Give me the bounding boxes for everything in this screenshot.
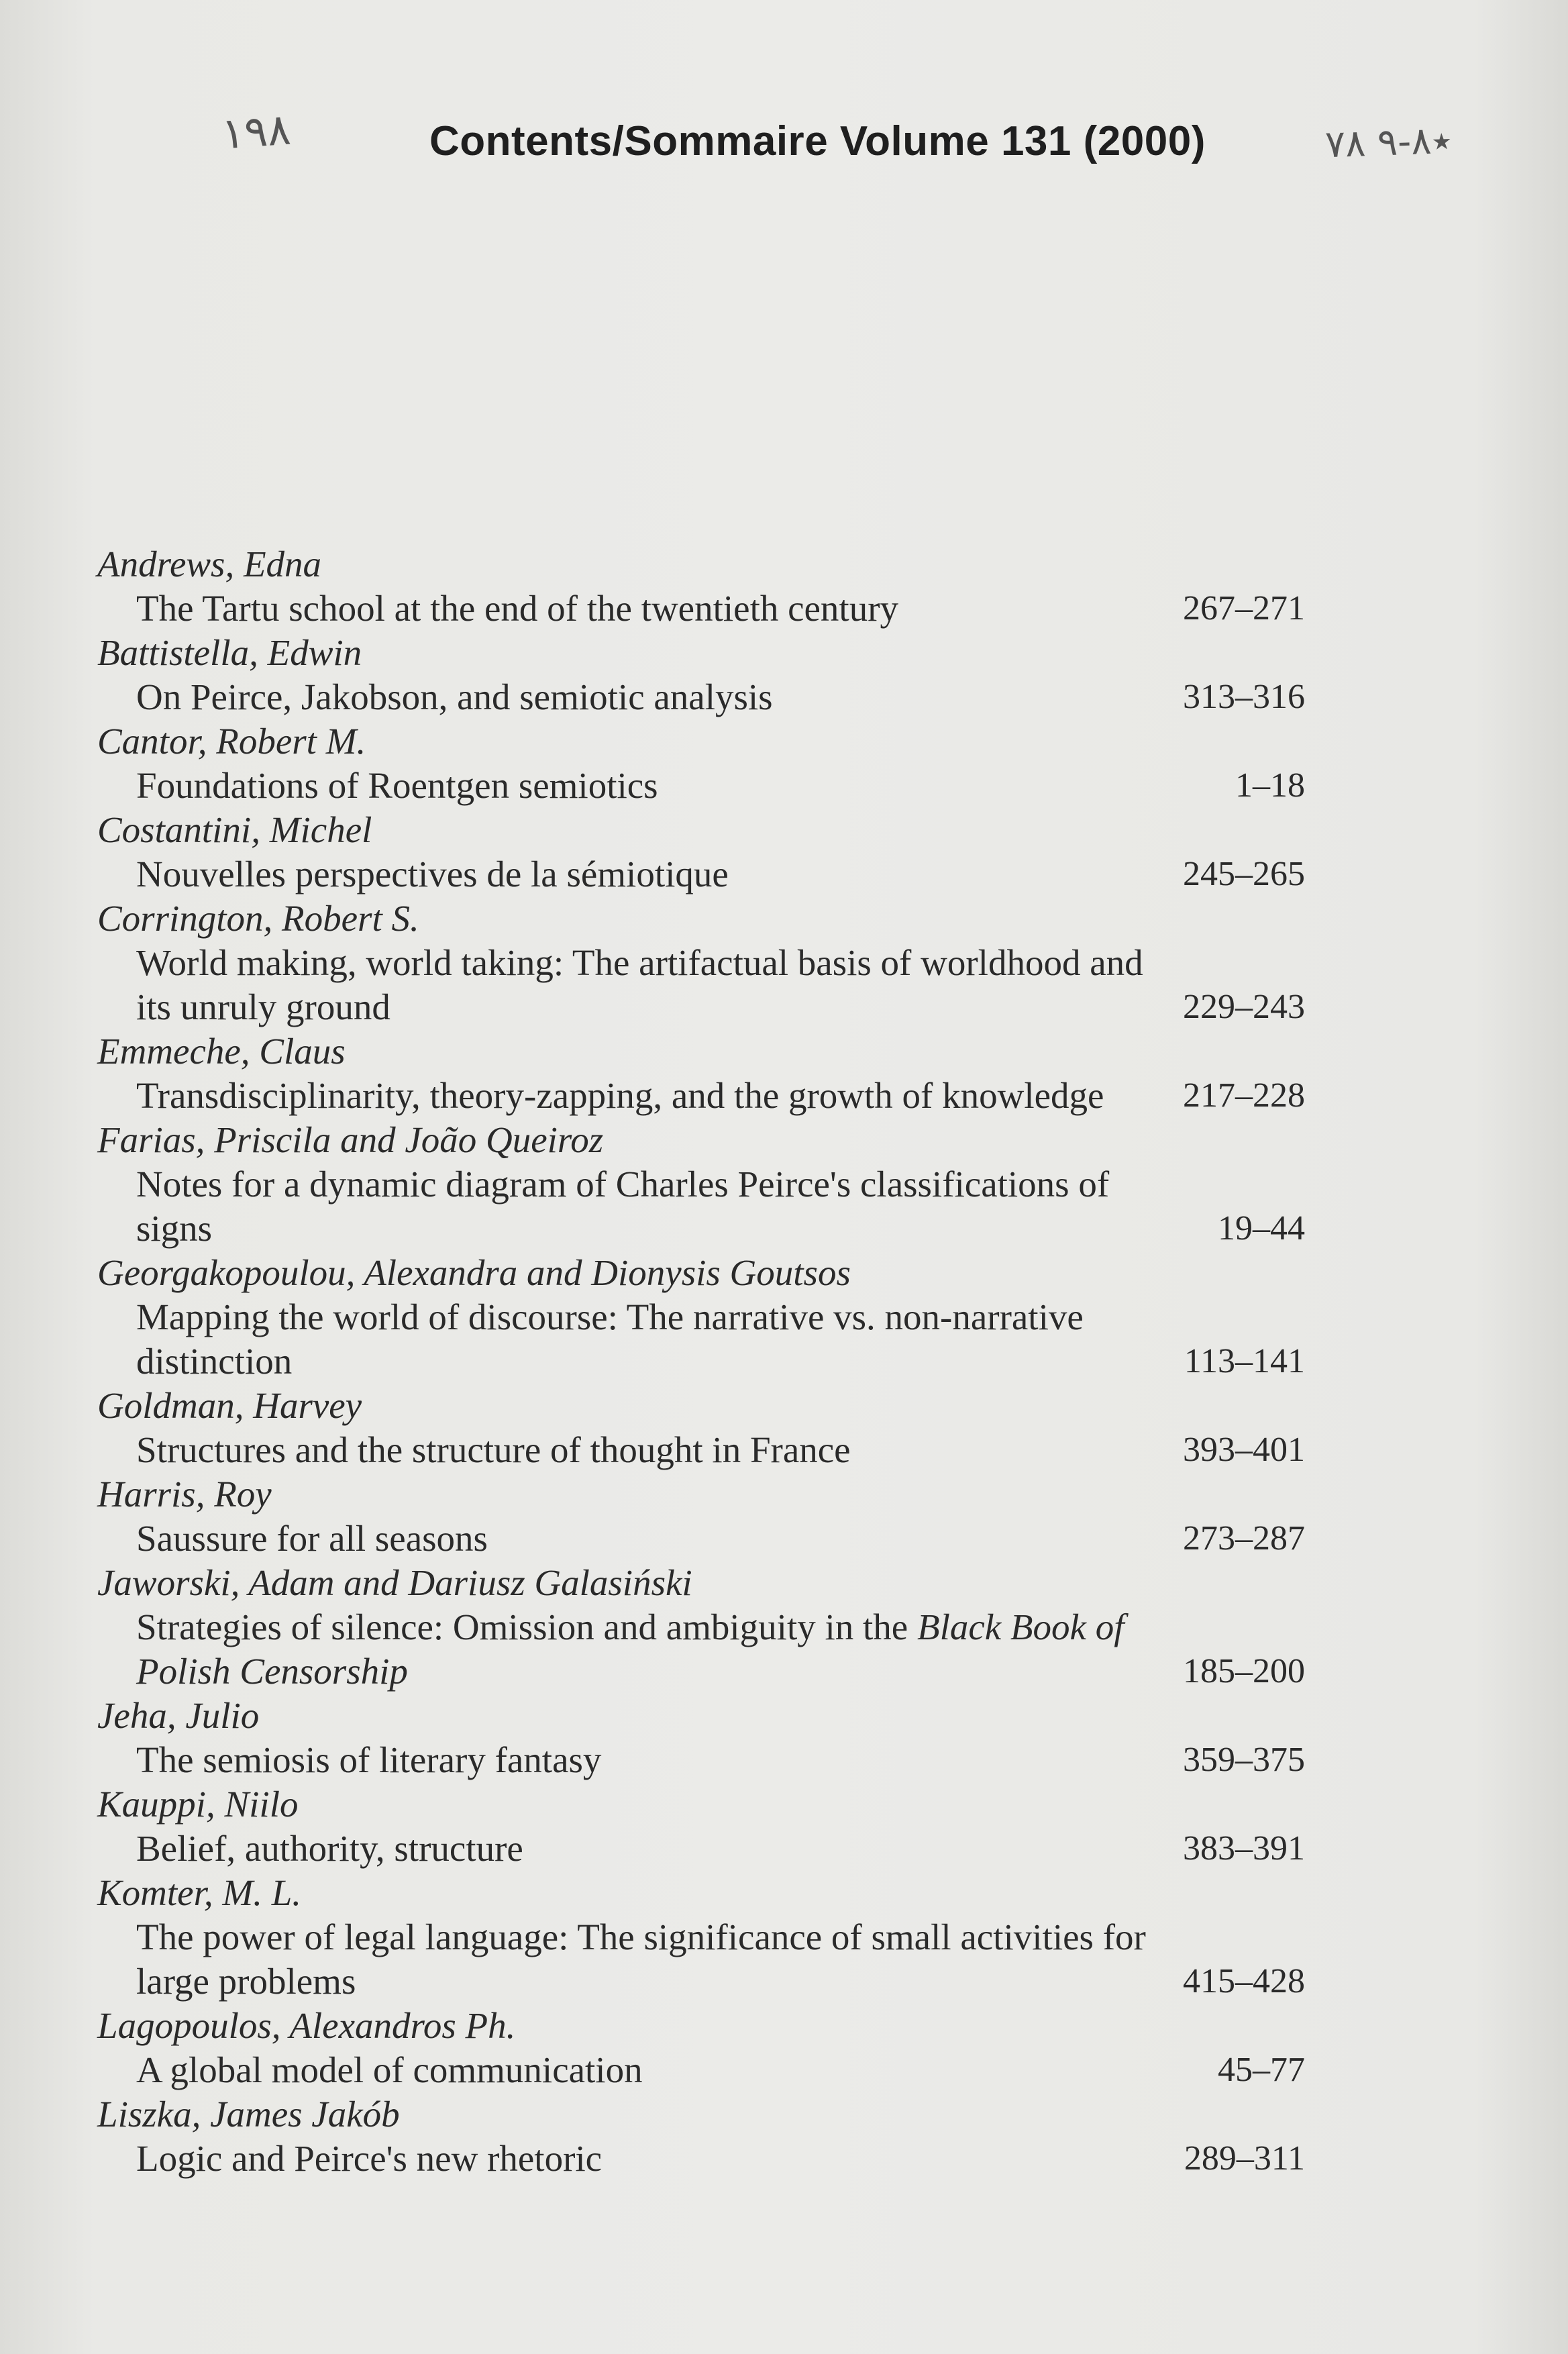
- handwritten-annotation-left: ۱۹۸: [219, 105, 293, 160]
- entry-title: [136, 1428, 1183, 1472]
- entry-pages: 245–265: [1183, 855, 1305, 893]
- entry-title-row: [97, 1428, 1325, 1472]
- entry-pages: 415–428: [1183, 1962, 1305, 2000]
- entry-title-text: Transdisciplinarity, theory-zapping, and the growth of knowledge: [136, 1075, 1104, 1116]
- entry-pages: 45–77: [1218, 2051, 1305, 2089]
- contents-entry: [97, 897, 1325, 1029]
- entry-title: [136, 586, 1183, 631]
- entry-author: Jaworski, Adam and Dariusz Galasiński: [97, 1562, 692, 1603]
- entry-title-text: Notes for a dynamic diagram of Charles Peirce's classifications of signs: [136, 1164, 1110, 1249]
- entry-author: Farias, Priscila and João Queiroz: [97, 1119, 604, 1160]
- entry-author: Costantini, Michel: [97, 809, 372, 850]
- entry-title-text: Logic and Peirce's new rhetoric: [136, 2138, 603, 2179]
- entry-title-row: [97, 1605, 1325, 1694]
- entry-title: [136, 1738, 1183, 1782]
- entry-author: Liszka, James Jakób: [97, 2094, 400, 2135]
- entry-author: Corrington, Robert S.: [97, 898, 419, 939]
- entry-title-text: Strategies of silence: Omission and ambiguity in the: [136, 1606, 917, 1647]
- contents-entry: [97, 1561, 1325, 1694]
- contents-entry: [97, 542, 1325, 631]
- entry-title-row: [97, 1162, 1325, 1251]
- entry-author: Kauppi, Niilo: [97, 1784, 299, 1825]
- entry-title-text: A global model of communication: [136, 2049, 643, 2090]
- contents-entry: [97, 1472, 1325, 1561]
- entry-title: [136, 1605, 1183, 1694]
- entry-title-row: [97, 675, 1325, 719]
- contents-entry: [97, 1871, 1325, 2004]
- entry-title-text: The semiosis of literary fantasy: [136, 1739, 602, 1780]
- contents-entry: [97, 1694, 1325, 1782]
- entry-author: Jeha, Julio: [97, 1695, 260, 1736]
- entry-title: [136, 941, 1183, 1029]
- entry-title: [136, 1074, 1183, 1118]
- entry-pages: 383–391: [1183, 1829, 1305, 1867]
- entry-title-text: Foundations of Roentgen semiotics: [136, 765, 658, 806]
- entry-title: [136, 1295, 1183, 1384]
- contents-entry: [97, 1384, 1325, 1472]
- entry-pages: 289–311: [1184, 2139, 1305, 2178]
- contents-entry: [97, 1029, 1325, 1118]
- entry-title-text: The Tartu school at the end of the twentieth century: [136, 588, 899, 629]
- entry-title-text: On Peirce, Jakobson, and semiotic analysis: [136, 676, 773, 717]
- entry-pages: 313–316: [1183, 678, 1305, 716]
- page-title: Contents/Sommaire Volume 131 (2000): [429, 118, 1206, 164]
- entry-title-row: [97, 1827, 1325, 1871]
- entry-title-row: [97, 2137, 1325, 2181]
- contents-entry: [97, 1118, 1325, 1251]
- entry-pages: 359–375: [1183, 1741, 1305, 1779]
- entry-title-row: [97, 586, 1325, 631]
- entry-title-text: The power of legal language: The significance of small activities for large problems: [136, 1916, 1146, 2002]
- entry-pages: 273–287: [1183, 1519, 1305, 1557]
- entry-author: Andrews, Edna: [97, 544, 322, 584]
- entry-title: [136, 1162, 1183, 1251]
- entry-author: Goldman, Harvey: [97, 1385, 362, 1426]
- contents-entry: [97, 2004, 1325, 2092]
- entry-title-text: Saussure for all seasons: [136, 1518, 488, 1559]
- entry-title: [136, 675, 1183, 719]
- entry-title: [136, 1915, 1183, 2004]
- entry-title-row: [97, 764, 1325, 808]
- entry-title-italic: Black Book of Polish Censorship: [136, 1606, 1125, 1692]
- entry-pages: 217–228: [1183, 1076, 1305, 1115]
- entry-title-row: [97, 941, 1325, 1029]
- entry-pages: 1–18: [1235, 766, 1305, 805]
- entry-title-text: Mapping the world of discourse: The narrative vs. non-narrative distinction: [136, 1296, 1084, 1382]
- handwritten-annotation-right: ٭۸-۹ ۷۸: [1324, 118, 1453, 167]
- entry-title-row: [97, 852, 1325, 897]
- entry-pages: 229–243: [1183, 988, 1305, 1026]
- contents-list: [97, 542, 1325, 2181]
- entry-author: Emmeche, Claus: [97, 1031, 346, 1072]
- contents-entry: [97, 631, 1325, 719]
- entry-title: [136, 764, 1183, 808]
- entry-author: Georgakopoulou, Alexandra and Dionysis Goutsos: [97, 1252, 851, 1293]
- contents-entry: [97, 719, 1325, 808]
- entry-title-row: [97, 1738, 1325, 1782]
- entry-author: Battistella, Edwin: [97, 632, 362, 673]
- entry-pages: 393–401: [1183, 1431, 1305, 1469]
- entry-title: [136, 2048, 1183, 2092]
- entry-title-row: [97, 2048, 1325, 2092]
- entry-title-text: Nouvelles perspectives de la sémiotique: [136, 854, 729, 894]
- entry-author: Lagopoulos, Alexandros Ph.: [97, 2005, 516, 2046]
- entry-title-row: [97, 1517, 1325, 1561]
- entry-title-row: [97, 1074, 1325, 1118]
- entry-title-row: [97, 1295, 1325, 1384]
- contents-entry: [97, 1782, 1325, 1871]
- entry-author: Cantor, Robert M.: [97, 721, 366, 762]
- contents-entry: [97, 1251, 1325, 1384]
- entry-title-text: Belief, authority, structure: [136, 1828, 523, 1869]
- entry-author: Komter, M. L.: [97, 1872, 302, 1913]
- entry-title: [136, 2137, 1183, 2181]
- entry-title-text: Structures and the structure of thought in France: [136, 1429, 851, 1470]
- entry-title: [136, 852, 1183, 897]
- entry-title-text: World making, world taking: The artifactual basis of worldhood and its unruly ground: [136, 942, 1143, 1027]
- entry-pages: 19–44: [1218, 1209, 1305, 1247]
- entry-pages: 185–200: [1183, 1652, 1305, 1690]
- contents-entry: [97, 808, 1325, 897]
- entry-author: Harris, Roy: [97, 1474, 272, 1515]
- entry-title: [136, 1517, 1183, 1561]
- entry-title-row: [97, 1915, 1325, 2004]
- entry-title: [136, 1827, 1183, 1871]
- entry-pages: 113–141: [1184, 1342, 1305, 1380]
- entry-pages: 267–271: [1183, 589, 1305, 627]
- contents-entry: [97, 2092, 1325, 2181]
